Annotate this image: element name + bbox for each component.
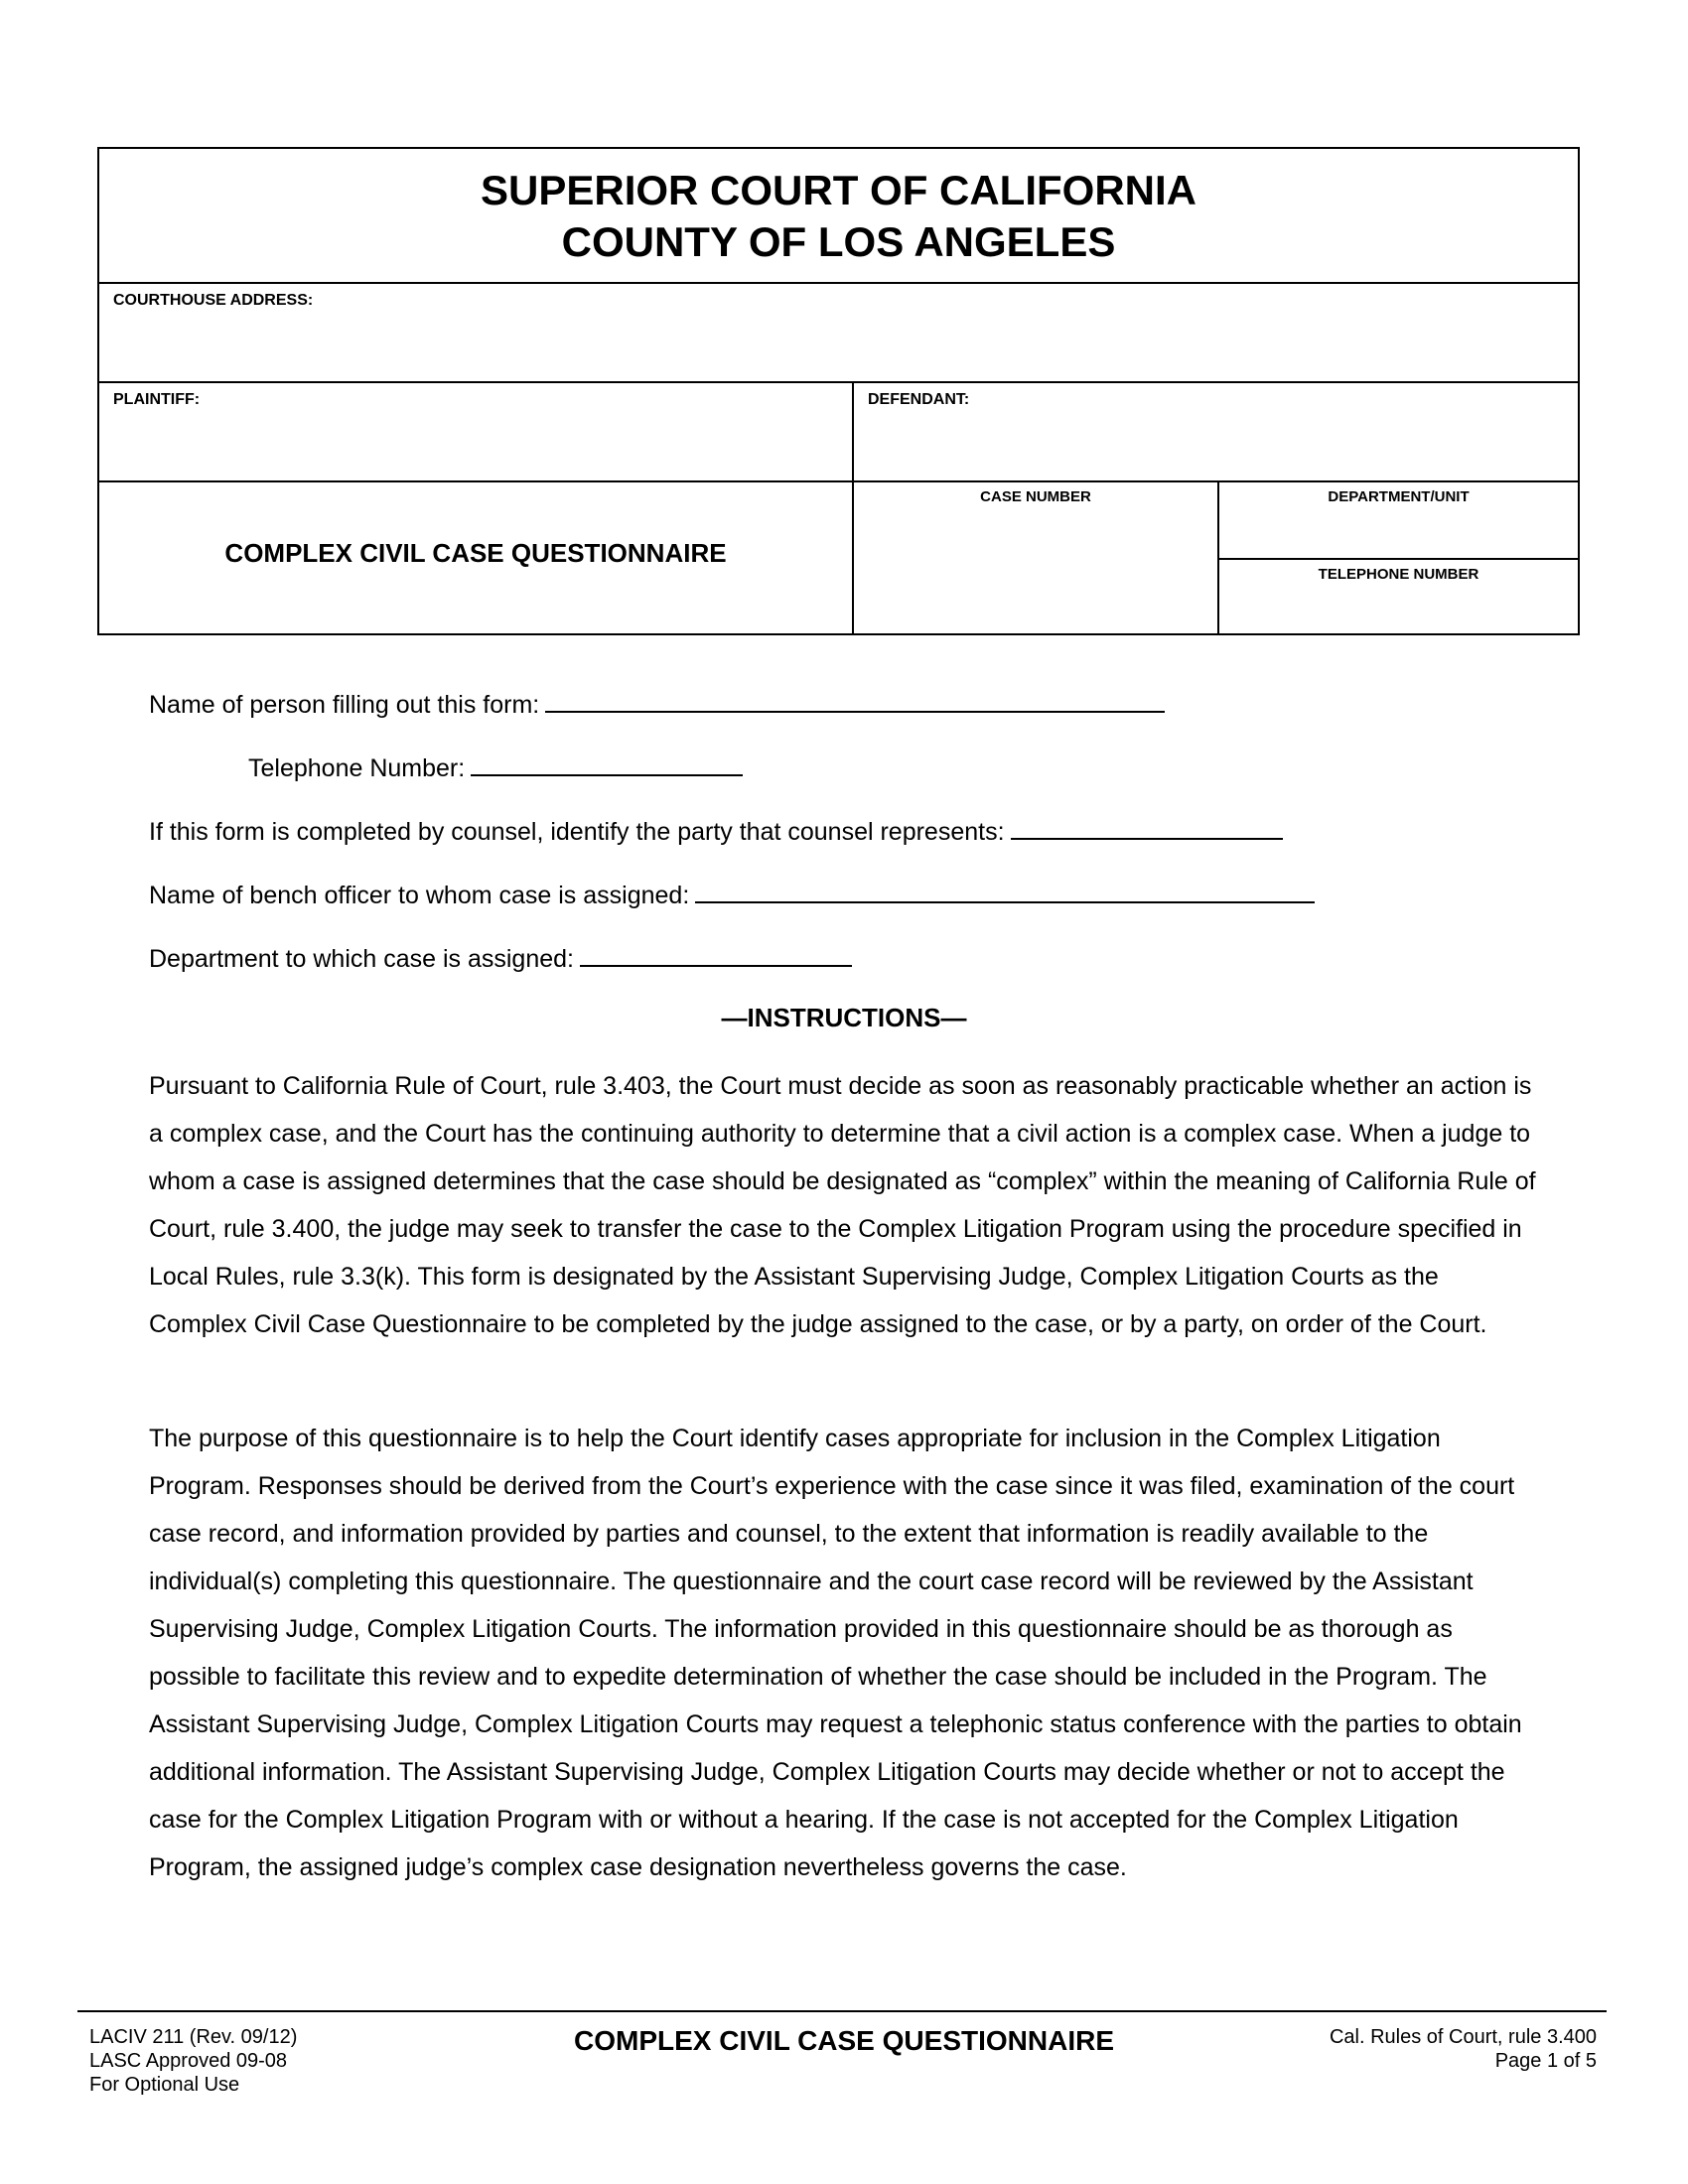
county-name: COUNTY OF LOS ANGELES [561, 218, 1116, 265]
footer-divider [77, 2010, 1607, 2012]
instructions-heading: —INSTRUCTIONS— [721, 1003, 967, 1032]
bench-officer-label: Name of bench officer to whom case is assigned: [149, 882, 690, 909]
counsel-party-input[interactable] [1011, 812, 1283, 840]
counsel-party-row [149, 812, 1283, 847]
optional-use-note: For Optional Use [89, 2074, 240, 2096]
person-name-row [149, 685, 1165, 720]
court-title-block [99, 149, 1578, 284]
counsel-party-label: If this form is completed by counsel, identify the party that counsel represents: [149, 818, 1005, 846]
rule-reference: Cal. Rules of Court, rule 3.400 [1329, 2026, 1597, 2048]
case-number-label: CASE NUMBER [980, 488, 1091, 505]
department-unit-label: DEPARTMENT/UNIT [1328, 488, 1470, 505]
department-input[interactable] [580, 939, 852, 967]
department-label: Department to which case is assigned: [149, 945, 574, 973]
department-row [149, 939, 852, 974]
telephone-number-label: TELEPHONE NUMBER [1318, 566, 1479, 583]
bench-officer-input[interactable] [695, 876, 1315, 903]
telephone-row [248, 749, 743, 783]
instructions-paragraph-1: Pursuant to California Rule of Court, rule 3.403, the Court must decide as soon as reasonably practicable whether an action is a complex case, and the Court has the continuing authority to determine that a civil action is a complex case. When a judge to whom a case is assigned determines that the case should be designated as “complex” within the meaning of California Rule of Court, rule 3.400, the judge may seek to transfer the case to the Complex Litigation Program using the procedure specified in Local Rules, rule 3.3(k). This form is designated by the Assistant Supervising Judge, Complex Litigation Courts as the Complex Civil Case Questionnaire to be completed by the judge assigned to the case, or by a party, on order of the Court. [149, 1072, 1536, 1338]
defendant-field[interactable] [854, 383, 1578, 480]
approval-note: LASC Approved 09-08 [89, 2050, 288, 2072]
courthouse-address-label: COURTHOUSE ADDRESS: [113, 292, 314, 309]
footer-title: COMPLEX CIVIL CASE QUESTIONNAIRE [574, 2025, 1114, 2056]
telephone-label: Telephone Number: [248, 754, 466, 782]
department-unit-field[interactable] [1219, 482, 1578, 560]
person-name-input[interactable] [545, 685, 1165, 713]
case-info-row [99, 482, 1578, 633]
plaintiff-label: PLAINTIFF: [113, 391, 201, 408]
footer-rule-info [1330, 2025, 1597, 2073]
page-number: Page 1 of 5 [1494, 2050, 1597, 2072]
defendant-label: DEFENDANT: [868, 391, 970, 408]
instructions-paragraph-2: The purpose of this questionnaire is to help the Court identify cases appropriate for inclusion in the Complex Litigation Program. Responses should be derived from the Court’s experience with the case since it was filed, examination of the court case record, and information provided by parties and counsel, to the extent that information is readily available to the individual(s) completing this questionnaire. The questionnaire and the court case record will be reviewed by the Assistant Supervising Judge, Complex Litigation Courts. The information provided in this questionnaire should be as thorough as possible to facilitate this review and to expedite determination of whether the case should be included in the Program. The Assistant Supervising Judge, Complex Litigation Courts may request a telephonic status conference with the parties to obtain additional information. The Assistant Supervising Judge, Complex Litigation Courts may decide whether or not to accept the case for the Complex Litigation Program with or without a hearing. If the case is not accepted for the Complex Litigation Program, the assigned judge’s complex case designation nevertheless governs the case. [149, 1425, 1522, 1881]
form-id: LACIV 211 (Rev. 09/12) [89, 2026, 298, 2048]
plaintiff-field[interactable] [99, 383, 854, 480]
telephone-input[interactable] [471, 749, 743, 776]
bench-officer-row [149, 876, 1315, 910]
courthouse-address-field[interactable] [99, 284, 1578, 383]
court-name: SUPERIOR COURT OF CALIFORNIA [481, 167, 1196, 213]
case-caption-box [97, 147, 1580, 635]
form-title: COMPLEX CIVIL CASE QUESTIONNAIRE [224, 538, 727, 568]
telephone-number-field[interactable] [1219, 560, 1578, 633]
form-title-cell [99, 482, 854, 633]
person-name-label: Name of person filling out this form: [149, 691, 540, 719]
parties-row [99, 383, 1578, 482]
case-number-field[interactable] [854, 482, 1219, 633]
